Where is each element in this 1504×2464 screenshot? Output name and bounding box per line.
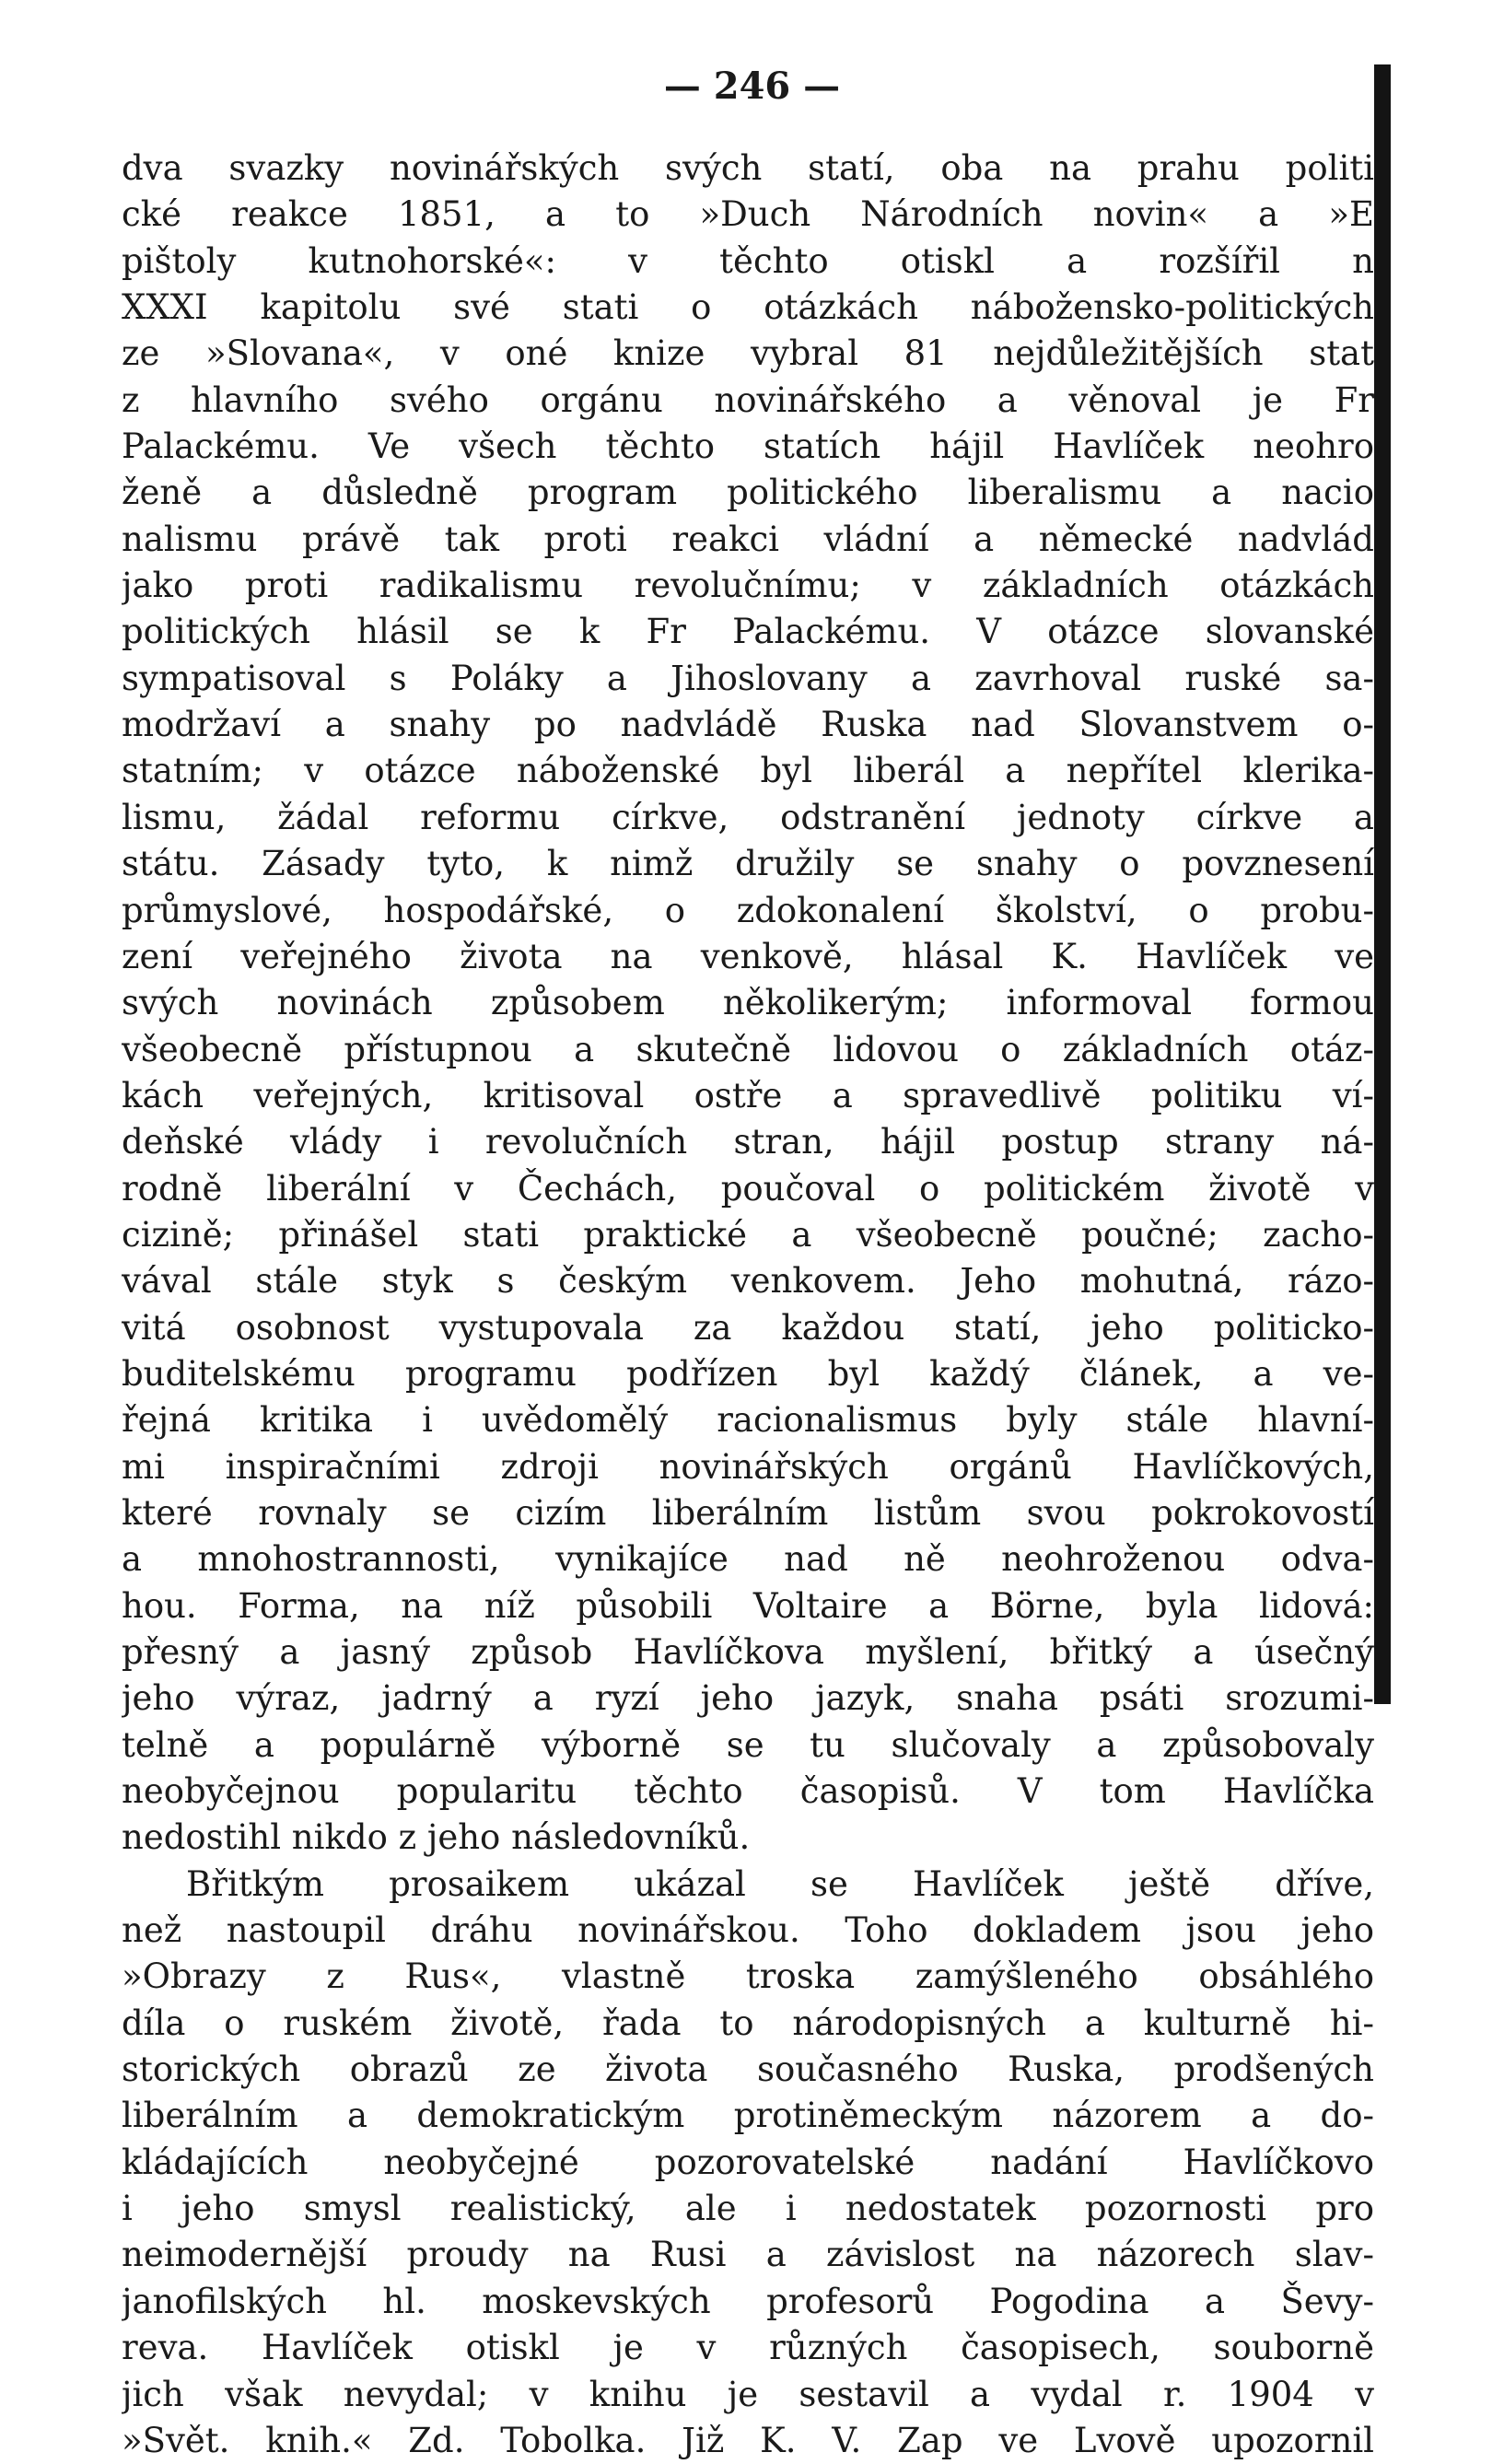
text-line: politických hlásil se k Fr Palackému. V otázce slovanské bbox=[122, 612, 1374, 652]
text-line: jako proti radikalismu revolučnímu; v základních otázkách bbox=[122, 566, 1374, 606]
text-line: pištoly kutnohorské«: v těchto otiskl a rozšířil n bbox=[122, 240, 1374, 281]
text-line: janofilských hl. moskevských profesorů Pogodina a Ševy- bbox=[122, 2281, 1374, 2321]
text-line: hou. Forma, na níž působili Voltaire a Börne, byla lidová: bbox=[122, 1585, 1374, 1626]
text-line: cké reakce 1851, a to »Duch Národních novin« a »E bbox=[122, 194, 1374, 235]
text-line: sympatisoval s Poláky a Jihoslovany a zavrhoval ruské sa- bbox=[122, 658, 1374, 698]
page-edge-shadow bbox=[1374, 64, 1391, 1704]
text-line: díla o ruském životě, řada to národopisných a kulturně hi- bbox=[122, 2003, 1374, 2043]
text-line: i jeho smysl realistický, ale i nedostatek pozornosti pro bbox=[122, 2189, 1374, 2229]
text-line: jich však nevydal; v knihu je sestavil a vydal r. 1904 v bbox=[122, 2374, 1374, 2414]
text-line: kládajících neobyčejné pozorovatelské nadání Havlíčkovo bbox=[122, 2142, 1374, 2182]
text-line: ženě a důsledně program politického liberalismu a nacio bbox=[122, 473, 1374, 513]
text-line: vitá osobnost vystupovala za každou statí, jeho politicko- bbox=[122, 1307, 1374, 1348]
text-line: jeho výraz, jadrný a ryzí jeho jazyk, snaha psáti srozumi- bbox=[122, 1678, 1374, 1719]
text-line: kách veřejných, kritisoval ostře a spravedlivě politiku ví- bbox=[122, 1075, 1374, 1115]
text-line: z hlavního svého orgánu novinářského a věnoval je Fr bbox=[122, 380, 1374, 420]
text-line: které rovnaly se cizím liberálním listům svou pokrokovostí bbox=[122, 1492, 1374, 1533]
text-line: »Obrazy z Rus«, vlastně troska zamýšleného obsáhlého bbox=[122, 1956, 1374, 1997]
text-line: liberálním a demokratickým protiněmeckým názorem a do- bbox=[122, 2096, 1374, 2136]
text-line: modržaví a snahy po nadvládě Ruska nad Slovanstvem o- bbox=[122, 705, 1374, 745]
text-line: Palackému. Ve všech těchto statích hájil Havlíček neohro bbox=[122, 426, 1374, 467]
text-line: »Svět. knih.« Zd. Tobolka. Již K. V. Zap ve Lvově upozornil bbox=[122, 2420, 1374, 2460]
text-line: neobyčejnou popularitu těchto časopisů. V tom Havlíčka bbox=[122, 1771, 1374, 1812]
text-line: storických obrazů ze života současného Ruska, prodšených bbox=[122, 2049, 1374, 2090]
text-line: rodně liberální v Čechách, poučoval o politickém životě v bbox=[122, 1168, 1374, 1209]
text-line: nalismu právě tak proti reakci vládní a německé nadvlád bbox=[122, 519, 1374, 559]
text-line: telně a populárně výborně se tu slučovaly a způsobovaly bbox=[122, 1724, 1374, 1765]
text-line: XXXI kapitolu své stati o otázkách nábožensko-politických bbox=[122, 287, 1374, 328]
text-line: vával stále styk s českým venkovem. Jeho mohutná, rázo- bbox=[122, 1261, 1374, 1302]
text-line: statním; v otázce náboženské byl liberál a nepřítel klerika- bbox=[122, 751, 1374, 791]
text-line: řejná kritika i uvědomělý racionalismus byly stále hlavní- bbox=[122, 1400, 1374, 1441]
page-number: — 246 — bbox=[663, 64, 841, 108]
text-line: Břitkým prosaikem ukázal se Havlíček ještě dříve, bbox=[186, 1863, 1374, 1904]
text-line: buditelskému programu podřízen byl každý článek, a ve- bbox=[122, 1353, 1374, 1394]
text-line: všeobecně přístupnou a skutečně lidovou o základních otáz- bbox=[122, 1029, 1374, 1069]
text-line: přesný a jasný způsob Havlíčkova myšlení, břitký a úsečný bbox=[122, 1632, 1374, 1672]
text-line: deňské vlády i revolučních stran, hájil postup strany ná- bbox=[122, 1122, 1374, 1162]
text-line: mi inspiračními zdroji novinářských orgánů Havlíčkových, bbox=[122, 1446, 1374, 1487]
text-line: nedostihl nikdo z jeho následovníků. bbox=[122, 1817, 751, 1858]
text-line: státu. Zásady tyto, k nimž družily se snahy o povznesení bbox=[122, 844, 1374, 884]
text-line: průmyslové, hospodářské, o zdokonalení školství, o probu- bbox=[122, 890, 1374, 930]
text-line: než nastoupil dráhu novinářskou. Toho dokladem jsou jeho bbox=[122, 1910, 1374, 1951]
text-line: a mnohostrannosti, vynikajíce nad ně neohroženou odva- bbox=[122, 1539, 1374, 1580]
text-line: ze »Slovana«, v oné knize vybral 81 nejdůležitějších stat bbox=[122, 333, 1374, 374]
text-line: neimodernější proudy na Rusi a závislost na názorech slav- bbox=[122, 2235, 1374, 2275]
text-line: zení veřejného života na venkově, hlásal K. Havlíček ve bbox=[122, 936, 1374, 976]
body-text bbox=[122, 146, 1374, 2464]
text-line: lismu, žádal reformu církve, odstranění jednoty církve a bbox=[122, 797, 1374, 837]
text-line: reva. Havlíček otiskl je v různých časopisech, souborně bbox=[122, 2328, 1374, 2368]
text-line: svých novinách způsobem několikerým; informoval formou bbox=[122, 983, 1374, 1023]
text-line: cizině; přinášel stati praktické a všeobecně poučné; zacho- bbox=[122, 1214, 1374, 1255]
text-line: dva svazky novinářských svých statí, oba na prahu politi bbox=[122, 148, 1374, 188]
